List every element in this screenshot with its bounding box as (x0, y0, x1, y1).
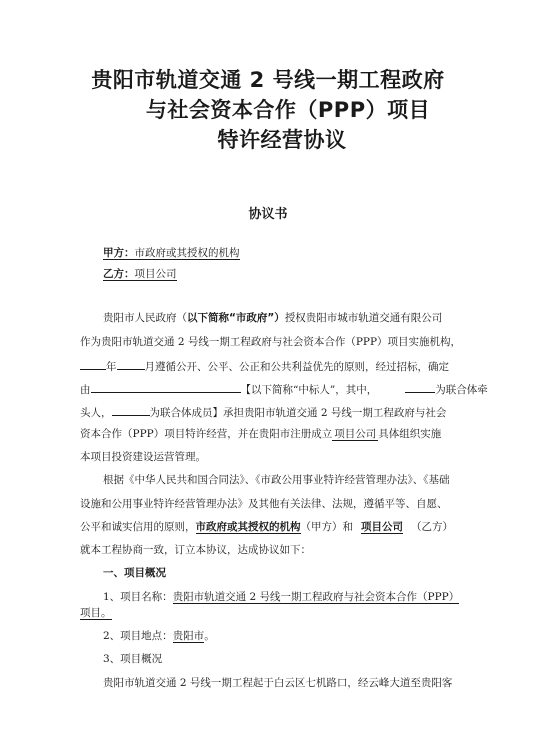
document-title-line-1: 贵阳市轨道交通 2 号线一期工程政府 (91, 68, 445, 92)
project-name-continuation (80, 606, 112, 620)
project-name-label: 1、项目名称： (103, 591, 173, 603)
blank-field (117, 358, 145, 370)
para1-text: 月遵循公开、公平、公正和公共利益优先的原则，经过招标，确定 (144, 361, 449, 373)
project-overview-heading: 3、项目概况 (103, 653, 163, 665)
section-1-heading: 一、项目概况 (103, 567, 166, 579)
blank-field (405, 381, 435, 393)
para1-text: 为联合体成员】承担贵阳市轨道交通 2 号线一期工程政府与社会 (149, 407, 447, 419)
project-name-value-cont: 项目。 (80, 607, 112, 619)
party-a-value: 市政府或其授权的机构 (134, 247, 240, 259)
project-location-value: 贵阳市 (172, 630, 205, 642)
para1-line-6 (80, 427, 441, 441)
party-a-bold-underlined: 市政府或其授权的机构 (195, 521, 301, 533)
para2-text: 公平和诚实信用的原则， (80, 521, 196, 533)
para1-bold-text: 以下简称“市政府”） (187, 312, 285, 324)
para1-line-7: 本项目投资建设运营管理。 (80, 451, 206, 463)
para1-text: 由 (80, 384, 91, 396)
para1-text: 为联合体牵 (435, 384, 488, 396)
para2-text: （乙方） (411, 521, 453, 533)
punctuation: 。 (204, 630, 215, 642)
para1-line-2: 作为贵阳市轨道交通 2 号线一期工程政府与社会资本合作（PPP）项目实施机构， (80, 336, 462, 348)
para2-text: （甲方）和 (300, 521, 353, 533)
para1-line-1 (103, 311, 442, 325)
document-title-line-2: 与社会资本合作（PPP）项目 (145, 98, 431, 122)
project-overview-text: 贵阳市轨道交通 2 号线一期工程起于白云区七机路口，经云峰大道至贵阳客 (103, 677, 453, 689)
project-company-underlined: 项目公司 (334, 428, 377, 440)
para1-text: 贵阳市人民政府（ (103, 312, 187, 324)
para1-line-3 (80, 358, 449, 374)
blank-field (91, 381, 241, 393)
party-a-line (103, 246, 240, 260)
document-title-line-3: 特许经营协议 (217, 128, 347, 152)
blank-field (112, 404, 150, 416)
para1-line-5 (80, 404, 446, 420)
para1-text: 【以下简称“中标人”，其中， (240, 384, 378, 396)
para1-line-4 (80, 381, 488, 397)
party-b-bold-underlined: 项目公司 (361, 521, 403, 533)
project-name-value: 贵阳市轨道交通 2 号线一期工程政府与社会资本合作（PPP） (172, 591, 460, 603)
para2-line-2: 设施和公用事业特许经营管理办法》及其他有关法律、法规，遵循平等、自愿、 (80, 498, 448, 510)
para1-text: 授权贵阳市城市轨道交通有限公司 (284, 312, 443, 324)
para2-line-1: 根据《中华人民共和国合同法》、《市政公用事业特许经营管理办法》、《基础 (103, 474, 450, 486)
project-location-line (103, 629, 215, 643)
para1-text: 头人， (80, 407, 112, 419)
section-subtitle: 协议书 (248, 207, 288, 222)
party-a-label: 甲方： (103, 247, 135, 259)
para2-line-3 (80, 520, 453, 534)
para2-line-4: 就本工程协商一致，订立本协议，达成协议如下： (80, 544, 311, 556)
project-name-line (103, 590, 459, 604)
para1-text: 具体组织实施 (378, 428, 442, 440)
party-b-value: 项目公司 (134, 268, 177, 280)
party-b-label: 乙方： (103, 268, 135, 280)
para1-text: 年 (106, 361, 117, 373)
project-location-label: 2、项目地点： (103, 630, 173, 642)
blank-field (80, 358, 106, 370)
para1-text: 资本合作（PPP）项目特许经营，并在贵阳市注册成立 (80, 428, 333, 440)
party-b-line (103, 267, 177, 281)
